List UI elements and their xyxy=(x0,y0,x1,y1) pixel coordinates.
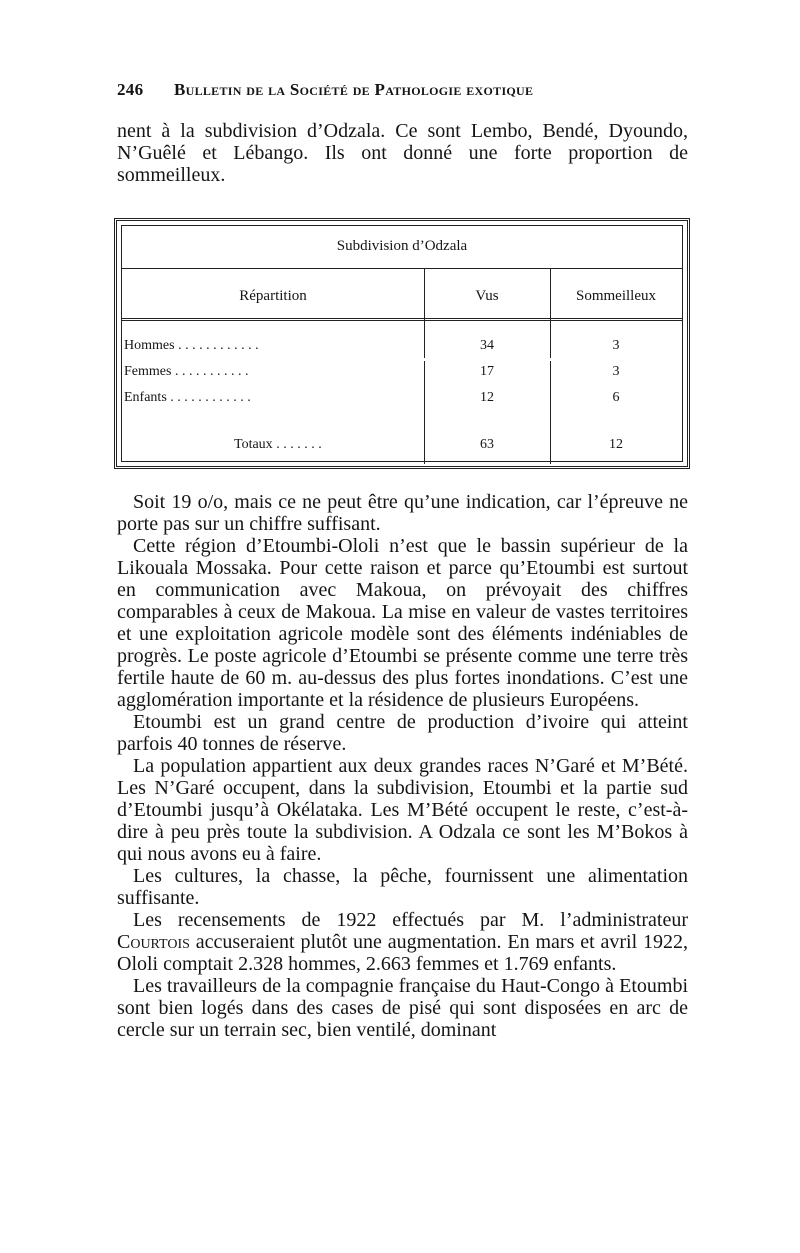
paragraph: Les cultures, la chasse, la pêche, fournissent une alimentation suffisante. xyxy=(117,865,688,909)
header-sommeilleux: Sommeilleux xyxy=(576,288,656,304)
cell-sommeilleux-enfants: 6 xyxy=(612,390,620,405)
header-repartition: Répartition xyxy=(239,288,307,304)
dot-leader: . . . . . . . xyxy=(276,437,322,452)
paragraph-census xyxy=(117,909,688,975)
paragraph: Etoumbi est un grand centre de production d’ivoire qui atteint parfois 40 tonnes de réserve. xyxy=(117,711,688,755)
table-row-label xyxy=(124,364,248,380)
cell-sommeilleux-femmes: 3 xyxy=(612,364,620,379)
paragraph: Cette région d’Etoumbi-Ololi n’est que le bassin supérieur de la Likouala Mossaka. Pour cette raison et parce qu’Etoumbi est surtout en communication avec Makoua, on prévoyait des chiffres comparables à ceux de Makoua. La mise en valeur de vastes territoires et une exploitation agricole modèle sont des éléments indéniables de progrès. Le poste agricole d’Etoumbi se présente comme une terre très fertile haute de 60 m. au-dessus des plus fortes inondations. C’est une agglomération importante et la résidence de plusieurs Européens. xyxy=(117,535,688,711)
table-row-label xyxy=(124,338,259,354)
cell-sommeilleux-hommes: 3 xyxy=(612,338,620,353)
header-vus: Vus xyxy=(475,288,499,304)
data-table xyxy=(114,218,690,469)
table-total-label xyxy=(234,437,322,453)
journal-title: Bulletin de la Société de Pathologie exotique xyxy=(173,80,534,99)
cell-vus-total: 63 xyxy=(480,437,494,452)
paragraph: Soit 19 o/o, mais ce ne peut être qu’une indication, car l’épreuve ne porte pas sur un chiffre suffisant. xyxy=(117,491,688,535)
table-frame xyxy=(121,225,683,462)
paragraph: La population appartient aux deux grandes races N’Garé et M’Bété. Les N’Garé occupent, dans la subdivision, Etoumbi et la partie sud d’Etoumbi jusqu’à Okélataka. Les M’Bété occupent le reste, c’est-à-dire à peu près toute la subdivision. A Odzala ce sont les M’Bokos à qui nous avons eu à faire. xyxy=(117,755,688,865)
page-number: 246 xyxy=(117,80,144,99)
table-header-rule xyxy=(122,318,682,321)
cell-sommeilleux-total: 12 xyxy=(609,437,623,452)
row-label-enfants: Enfants xyxy=(124,390,167,405)
table-rule xyxy=(122,268,682,269)
body-text xyxy=(117,491,688,1041)
row-label-hommes: Hommes xyxy=(124,338,175,353)
administrator-name: Courtois xyxy=(117,931,190,953)
census-text: Les recensements de 1922 effectués par M. l’administrateur xyxy=(133,909,688,931)
dot-leader: . . . . . . . . . . . . xyxy=(178,338,259,353)
row-label-femmes: Femmes xyxy=(124,364,172,379)
total-label: Totaux xyxy=(234,437,273,452)
cell-vus-femmes: 17 xyxy=(480,364,494,379)
dot-leader: . . . . . . . . . . . xyxy=(174,364,249,379)
cell-vus-enfants: 12 xyxy=(480,390,494,405)
intro-text xyxy=(117,120,688,186)
table-caption: Subdivision d’Odzala xyxy=(336,238,468,254)
dot-leader: . . . . . . . . . . . . xyxy=(170,390,251,405)
cell-vus-hommes: 34 xyxy=(480,338,494,353)
paragraph: Les travailleurs de la compagnie française du Haut-Congo à Etoumbi sont bien logés dans des cases de pisé qui sont disposées en arc de cercle sur un terrain sec, bien ventilé, dominant xyxy=(117,975,688,1041)
census-text: accuseraient plutôt une augmentation. En mars et avril 1922, Ololi comptait 2.328 hommes, 2.663 femmes et 1.769 enfants. xyxy=(117,931,689,975)
table-row-label xyxy=(124,390,251,406)
intro-paragraph: nent à la subdivision d’Odzala. Ce sont Lembo, Bendé, Dyoundo, N’Guêlé et Lébango. Ils ont donné une forte proportion de sommeilleux. xyxy=(117,120,688,186)
running-head xyxy=(117,80,687,100)
